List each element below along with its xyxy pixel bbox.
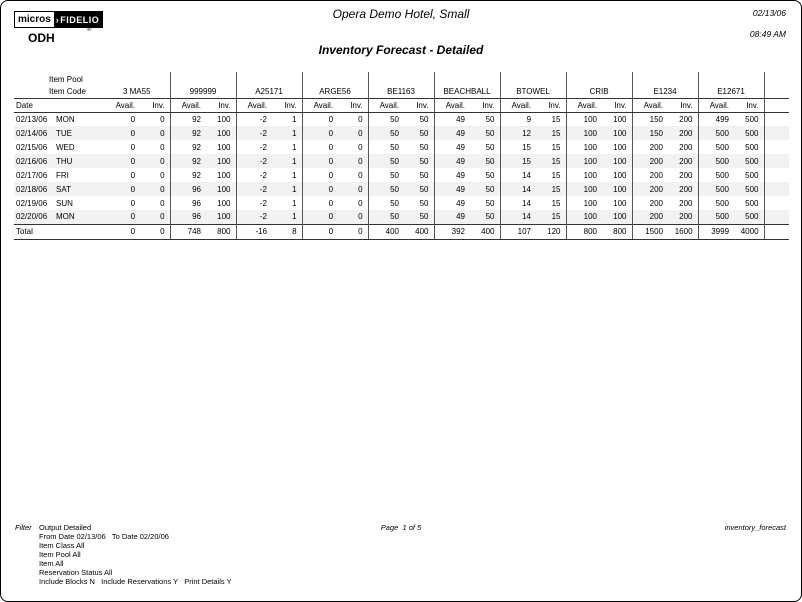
filler <box>764 98 789 112</box>
inv-value: 200 <box>668 210 698 224</box>
row-day: FRI <box>56 170 69 180</box>
filler <box>764 168 789 182</box>
inv-value: 50 <box>470 154 500 168</box>
inv-value: 100 <box>206 126 236 140</box>
table-row <box>14 210 789 224</box>
inv-value: 0 <box>338 126 368 140</box>
inv-value: 0 <box>338 182 368 196</box>
row-date: 02/20/06 <box>16 212 48 222</box>
avail-value: 100 <box>583 184 598 194</box>
inv-column-label: Inv. <box>668 98 698 112</box>
inv-value: 15 <box>536 182 566 196</box>
inv-value: 100 <box>206 168 236 182</box>
report-title: Opera Demo Hotel, Small <box>332 7 470 21</box>
avail-value: 150 <box>649 128 664 138</box>
inv-value: 15 <box>536 210 566 224</box>
item-code: 999999 <box>170 86 236 98</box>
avail-value: 49 <box>456 184 466 194</box>
avail-value: 150 <box>649 114 664 124</box>
registered-trademark-icon: ® <box>87 27 92 33</box>
avail-value: 0 <box>130 114 136 124</box>
group-spacer <box>500 72 566 86</box>
avail-value: 100 <box>583 198 598 208</box>
table-row <box>14 196 789 210</box>
item-code: A25171 <box>236 86 302 98</box>
inv-value: 200 <box>668 182 698 196</box>
filter-line: Item Pool All <box>39 550 81 559</box>
avail-value: 0 <box>130 156 136 166</box>
item-code: BTOWEL <box>500 86 566 98</box>
inv-value: 100 <box>602 182 632 196</box>
total-inv-value: 4000 <box>734 224 764 239</box>
filter-line: From Date 02/13/06 To Date 02/20/06 <box>39 532 169 541</box>
inv-value: 1 <box>272 154 302 168</box>
row-date: 02/16/06 <box>16 156 48 166</box>
filler <box>764 210 789 224</box>
avail-value: 50 <box>390 184 400 194</box>
avail-column-label: Avail. <box>302 98 338 112</box>
filter-line: Reservation Status All <box>39 568 113 577</box>
report-file-name: inventory_forecast <box>724 523 786 532</box>
avail-column-label: Avail. <box>632 98 668 112</box>
total-avail-value: 400 <box>368 224 404 239</box>
inv-column-label: Inv. <box>470 98 500 112</box>
inv-value: 50 <box>470 140 500 154</box>
avail-value: 49 <box>456 156 466 166</box>
inv-value: 0 <box>338 112 368 126</box>
total-row <box>14 224 789 239</box>
table-header <box>14 72 789 112</box>
inv-value: 0 <box>140 168 170 182</box>
avail-value: 9 <box>526 114 532 124</box>
avail-value: 0 <box>328 128 334 138</box>
inv-value: 15 <box>536 126 566 140</box>
group-spacer <box>698 72 764 86</box>
avail-value: 49 <box>456 170 466 180</box>
avail-value: 100 <box>583 114 598 124</box>
avail-value: 0 <box>328 156 334 166</box>
inv-value: 100 <box>602 112 632 126</box>
avail-value: 100 <box>583 128 598 138</box>
avail-value: 500 <box>715 198 730 208</box>
avail-value: 0 <box>130 170 136 180</box>
avail-value: -2 <box>259 170 268 180</box>
avail-value: 0 <box>130 128 136 138</box>
inv-value: 15 <box>536 168 566 182</box>
inv-value: 50 <box>470 182 500 196</box>
avail-value: 49 <box>456 114 466 124</box>
row-day: MON <box>56 114 75 124</box>
avail-value: 499 <box>715 114 730 124</box>
row-day: MON <box>56 212 75 222</box>
inv-value: 0 <box>140 196 170 210</box>
avail-value: 100 <box>583 142 598 152</box>
table-row <box>14 168 789 182</box>
inv-value: 15 <box>536 112 566 126</box>
inv-value: 50 <box>404 182 434 196</box>
item-code: BE1163 <box>368 86 434 98</box>
filter-criteria <box>39 523 232 586</box>
inv-value: 50 <box>404 168 434 182</box>
avail-value: 96 <box>192 198 202 208</box>
total-inv-value: 120 <box>536 224 566 239</box>
inv-value: 50 <box>470 126 500 140</box>
total-avail-value: 392 <box>434 224 470 239</box>
total-avail-value: 800 <box>566 224 602 239</box>
row-date: 02/18/06 <box>16 184 48 194</box>
inv-value: 200 <box>668 168 698 182</box>
inv-value: 1 <box>272 168 302 182</box>
inv-value: 500 <box>734 210 764 224</box>
item-pool-label: Item Pool <box>49 74 83 84</box>
avail-value: 14 <box>522 184 532 194</box>
row-date: 02/17/06 <box>16 170 48 180</box>
item-code-label: Item Code <box>49 87 86 97</box>
item-pool-row <box>14 72 789 86</box>
avail-value: 200 <box>649 170 664 180</box>
inv-value: 0 <box>140 182 170 196</box>
group-spacer <box>104 72 170 86</box>
total-avail-value: 0 <box>104 224 140 239</box>
avail-value: 14 <box>522 198 532 208</box>
total-inv-value: 1600 <box>668 224 698 239</box>
avail-column-label: Avail. <box>170 98 206 112</box>
total-inv-value: 400 <box>470 224 500 239</box>
avail-value: 100 <box>583 212 598 222</box>
avail-value: 50 <box>390 142 400 152</box>
chevron-icon: › <box>55 14 60 25</box>
avail-value: -2 <box>259 212 268 222</box>
filter-line: Item Class All <box>39 541 85 550</box>
avail-value: 500 <box>715 212 730 222</box>
row-date: 02/14/06 <box>16 128 48 138</box>
inv-value: 500 <box>734 196 764 210</box>
avail-value: 0 <box>328 170 334 180</box>
filler <box>764 154 789 168</box>
avail-value: 50 <box>390 156 400 166</box>
avail-value: 12 <box>522 128 532 138</box>
property-code: ODH <box>28 31 55 45</box>
inv-value: 100 <box>602 140 632 154</box>
avail-value: 0 <box>328 114 334 124</box>
table-row <box>14 140 789 154</box>
inv-value: 200 <box>668 140 698 154</box>
row-day: TUE <box>56 128 72 138</box>
avail-value: 0 <box>328 142 334 152</box>
filler <box>764 112 789 126</box>
avail-value: 92 <box>192 142 202 152</box>
inv-value: 500 <box>734 140 764 154</box>
group-spacer <box>302 72 368 86</box>
total-inv-value: 0 <box>338 224 368 239</box>
avail-value: 50 <box>390 114 400 124</box>
avail-column-label: Avail. <box>104 98 140 112</box>
row-date: 02/15/06 <box>16 142 48 152</box>
date-column-label: Date <box>14 98 104 112</box>
inv-value: 500 <box>734 168 764 182</box>
filler <box>764 224 789 239</box>
filler <box>764 140 789 154</box>
row-date: 02/19/06 <box>16 198 48 208</box>
avail-value: -2 <box>259 184 268 194</box>
inv-value: 50 <box>404 126 434 140</box>
inv-value: 100 <box>602 168 632 182</box>
inv-value: 100 <box>602 196 632 210</box>
avail-value: 0 <box>328 212 334 222</box>
inv-value: 50 <box>470 112 500 126</box>
inv-value: 200 <box>668 112 698 126</box>
avail-value: 100 <box>583 156 598 166</box>
page-number: Page 1 of 5 <box>380 523 422 532</box>
row-day: SAT <box>56 184 71 194</box>
inv-value: 50 <box>404 140 434 154</box>
row-day: SUN <box>56 198 73 208</box>
inv-value: 50 <box>470 168 500 182</box>
inv-value: 0 <box>140 140 170 154</box>
inv-value: 100 <box>602 210 632 224</box>
avail-value: 0 <box>130 198 136 208</box>
avail-value: 200 <box>649 184 664 194</box>
inv-column-label: Inv. <box>734 98 764 112</box>
report-time: 08:49 AM <box>749 29 786 39</box>
inv-value: 15 <box>536 196 566 210</box>
total-inv-value: 0 <box>140 224 170 239</box>
report-subtitle: Inventory Forecast - Detailed <box>318 43 484 57</box>
avail-value: 0 <box>130 184 136 194</box>
avail-column-label: Avail. <box>500 98 536 112</box>
group-spacer <box>632 72 698 86</box>
inv-value: 500 <box>734 154 764 168</box>
filter-line: Output Detailed <box>39 523 92 532</box>
inv-value: 0 <box>338 196 368 210</box>
total-inv-value: 400 <box>404 224 434 239</box>
filler <box>764 196 789 210</box>
row-day: WED <box>56 142 75 152</box>
avail-value: 15 <box>522 142 532 152</box>
item-code: CRIB <box>566 86 632 98</box>
inv-value: 200 <box>668 154 698 168</box>
avail-value: 0 <box>130 142 136 152</box>
group-spacer <box>368 72 434 86</box>
table-row <box>14 154 789 168</box>
avail-value: 49 <box>456 142 466 152</box>
avail-value: 200 <box>649 142 664 152</box>
item-code: ARGE56 <box>302 86 368 98</box>
inv-value: 500 <box>734 112 764 126</box>
micros-logo-text: micros <box>14 11 55 28</box>
total-avail-value: 3999 <box>698 224 734 239</box>
inv-value: 0 <box>140 210 170 224</box>
inv-value: 100 <box>206 112 236 126</box>
total-avail-value: 107 <box>500 224 536 239</box>
avail-value: 500 <box>715 170 730 180</box>
inv-value: 1 <box>272 196 302 210</box>
avail-value: 14 <box>522 212 532 222</box>
group-spacer <box>566 72 632 86</box>
inv-value: 200 <box>668 196 698 210</box>
inv-value: 0 <box>338 140 368 154</box>
filler <box>764 72 789 86</box>
avail-value: 92 <box>192 128 202 138</box>
avail-value: 200 <box>649 156 664 166</box>
inv-value: 50 <box>404 196 434 210</box>
fidelio-logo-text: FIDELIO <box>60 14 100 25</box>
avail-column-label: Avail. <box>434 98 470 112</box>
table-row <box>14 112 789 126</box>
inv-column-label: Inv. <box>206 98 236 112</box>
row-day: THU <box>56 156 73 166</box>
avail-column-label: Avail. <box>368 98 404 112</box>
inv-column-label: Inv. <box>272 98 302 112</box>
avail-value: 14 <box>522 170 532 180</box>
filter-line: Item All <box>39 559 64 568</box>
item-code: E1234 <box>632 86 698 98</box>
item-code: E12671 <box>698 86 764 98</box>
group-spacer <box>236 72 302 86</box>
avail-value: -2 <box>259 198 268 208</box>
item-code: BEACHBALL <box>434 86 500 98</box>
avail-value: 49 <box>456 198 466 208</box>
avail-column-label: Avail. <box>698 98 734 112</box>
avail-value: 500 <box>715 142 730 152</box>
inv-column-label: Inv. <box>404 98 434 112</box>
item-code: 3 MA55 <box>104 86 170 98</box>
avail-value: 96 <box>192 184 202 194</box>
avail-value: 96 <box>192 212 202 222</box>
inv-value: 1 <box>272 112 302 126</box>
avail-value: 0 <box>328 184 334 194</box>
inv-value: 0 <box>338 210 368 224</box>
avail-value: 500 <box>715 156 730 166</box>
total-label: Total <box>14 224 104 239</box>
total-avail-value: 0 <box>302 224 338 239</box>
inv-value: 0 <box>338 168 368 182</box>
inv-value: 50 <box>404 112 434 126</box>
inv-value: 100 <box>206 154 236 168</box>
filter-label: Filter <box>15 523 32 532</box>
avail-value: 200 <box>649 212 664 222</box>
avail-value: 92 <box>192 114 202 124</box>
column-header-row <box>14 98 789 112</box>
inv-value: 0 <box>140 154 170 168</box>
inv-value: 50 <box>470 196 500 210</box>
avail-value: 50 <box>390 212 400 222</box>
filler <box>764 86 789 98</box>
inv-value: 50 <box>404 154 434 168</box>
avail-value: 0 <box>328 198 334 208</box>
row-date: 02/13/06 <box>16 114 48 124</box>
avail-value: 200 <box>649 198 664 208</box>
inv-value: 0 <box>338 154 368 168</box>
filler <box>764 126 789 140</box>
inv-value: 100 <box>206 140 236 154</box>
inv-value: 1 <box>272 182 302 196</box>
avail-value: 50 <box>390 128 400 138</box>
inv-value: 15 <box>536 140 566 154</box>
inv-value: 0 <box>140 126 170 140</box>
inv-value: 1 <box>272 210 302 224</box>
group-spacer <box>170 72 236 86</box>
inv-column-label: Inv. <box>602 98 632 112</box>
avail-value: 500 <box>715 184 730 194</box>
total-inv-value: 8 <box>272 224 302 239</box>
avail-value: -2 <box>259 142 268 152</box>
avail-value: 0 <box>130 212 136 222</box>
total-inv-value: 800 <box>602 224 632 239</box>
avail-column-label: Avail. <box>236 98 272 112</box>
inventory-forecast-table <box>14 72 789 240</box>
table-row <box>14 126 789 140</box>
inv-value: 1 <box>272 140 302 154</box>
avail-value: -2 <box>259 114 268 124</box>
table-row <box>14 182 789 196</box>
avail-column-label: Avail. <box>566 98 602 112</box>
inv-value: 200 <box>668 126 698 140</box>
inv-value: 1 <box>272 126 302 140</box>
inv-value: 500 <box>734 182 764 196</box>
avail-value: 92 <box>192 156 202 166</box>
avail-value: 100 <box>583 170 598 180</box>
avail-value: -2 <box>259 128 268 138</box>
filter-line: Include Blocks N Include Reservations Y Print Details Y <box>39 577 232 586</box>
avail-value: 49 <box>456 128 466 138</box>
table-body <box>14 112 789 239</box>
avail-value: 50 <box>390 198 400 208</box>
total-avail-value: -16 <box>236 224 272 239</box>
inv-value: 500 <box>734 126 764 140</box>
avail-value: 50 <box>390 170 400 180</box>
total-inv-value: 800 <box>206 224 236 239</box>
item-code-row <box>14 86 789 98</box>
total-avail-value: 748 <box>170 224 206 239</box>
filler <box>764 182 789 196</box>
inv-column-label: Inv. <box>338 98 368 112</box>
inv-value: 100 <box>602 126 632 140</box>
inv-value: 100 <box>602 154 632 168</box>
inv-value: 100 <box>206 196 236 210</box>
inv-value: 100 <box>206 182 236 196</box>
inv-column-label: Inv. <box>536 98 566 112</box>
inv-value: 0 <box>140 112 170 126</box>
group-spacer <box>434 72 500 86</box>
inv-value: 15 <box>536 154 566 168</box>
inv-value: 50 <box>470 210 500 224</box>
avail-value: 92 <box>192 170 202 180</box>
avail-value: -2 <box>259 156 268 166</box>
inv-column-label: Inv. <box>140 98 170 112</box>
total-avail-value: 1500 <box>632 224 668 239</box>
report-date: 02/13/06 <box>752 8 786 18</box>
inv-value: 100 <box>206 210 236 224</box>
avail-value: 500 <box>715 128 730 138</box>
avail-value: 49 <box>456 212 466 222</box>
inv-value: 50 <box>404 210 434 224</box>
avail-value: 15 <box>522 156 532 166</box>
